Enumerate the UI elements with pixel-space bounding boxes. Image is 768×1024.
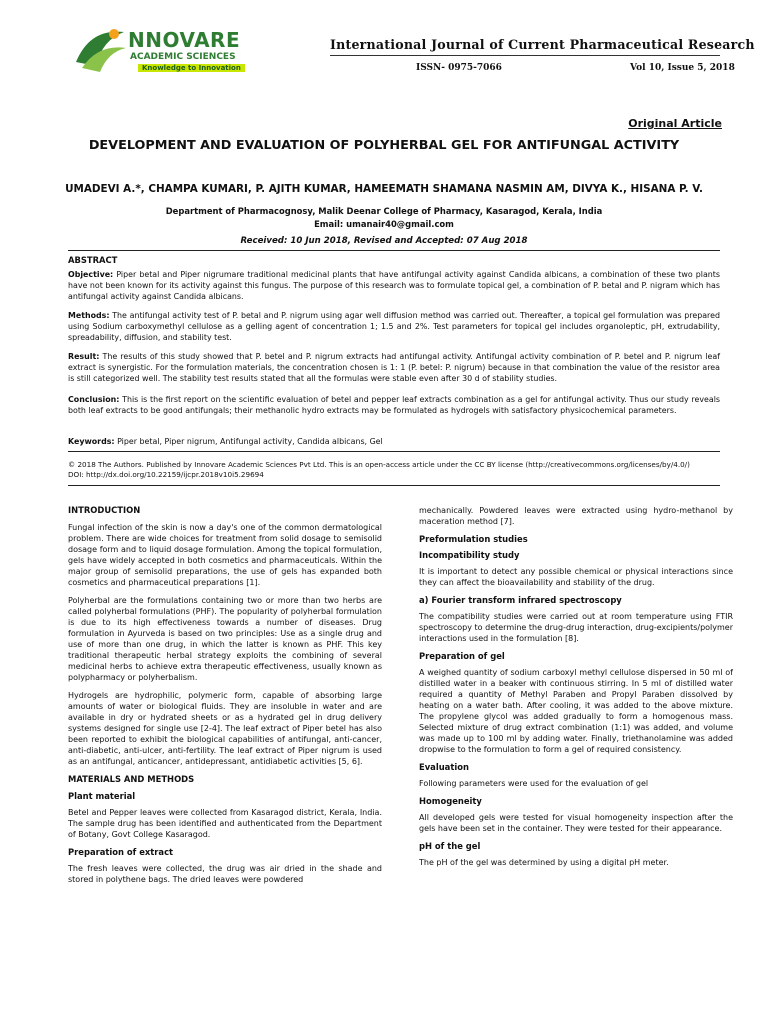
ftir-heading: a) Fourier transform infrared spectroscopy [419,595,622,605]
methods-label: Methods: [68,311,110,320]
copyright-line: © 2018 The Authors. Published by Innovare Academic Sciences Pvt Ltd. This is an open-access article under the CC BY license (http://creativecommons.org/licenses/by/4.0/) [68,460,690,469]
ph-paragraph: The pH of the gel was determined by using a digital pH meter. [419,858,669,867]
received-dates: Received: 10 Jun 2018, Revised and Accepted: 07 Aug 2018 [240,236,528,246]
evaluation-heading: Evaluation [419,762,469,772]
objective-text: Piper betal and Piper nigrumare traditional medicinal plants that have antifungal activity against Candida albicans, a combination of these two plants have not been known for its activity against this fungus. The purpose of this research was to formulate topical gel, a combination of P. betal and P. nigram which has antifungal activity against Candida albicans. [68,270,721,301]
extract-prep-heading: Preparation of extract [68,847,174,857]
gel-prep-heading: Preparation of gel [419,651,505,661]
methods-text: The antifungal activity test of P. betal and P. nigrum using agar well diffusion method was carried out. Thereafter, a topical gel formulation was prepared using Sodium carboxymethyl cellulose as a gelling agent of concentration 1; 1.5 and 2%. Test parameters for topical gel includes organoleptic, pH, extrudability, spreadability, diffusion, and stability test. [68,311,720,342]
homogeneity-heading: Homogeneity [419,796,482,806]
evaluation-paragraph: Following parameters were used for the evaluation of gel [419,779,649,788]
publisher-logo [68,22,268,82]
conclusion-text: This is the first report on the scientific evaluation of betel and pepper leaf extracts combination as a gel for antifungal activity. Thus our study reveals both leaf extracts to be good antifungals; their methanolic hydro extracts may be formulated as hydrogels with satisfactory physicochemical parameters. [68,395,720,415]
logo-tagline: Knowledge to Innovation [138,64,245,72]
affiliation: Department of Pharmacognosy, Malik Deenar College of Pharmacy, Kasaragod, Kerala, India [165,206,603,216]
extract-prep-continued: mechanically. Powdered leaves were extracted using hydro-methanol by maceration method [7]. [419,506,733,526]
conclusion-label: Conclusion: [68,395,120,404]
introduction-heading: INTRODUCTION [68,505,141,515]
result-text: The results of this study showed that P. betel and P. nigrum extracts had antifungal activity. Antifungal activity combination of P. betel and P. nigrum leaf extract is synergistic. For the formulation materials, the concentration chosen is 1: 1 (P. betel: P. nigrum) because in that combination the value of the resistor area is still categorized well. The stability test results stated that all the formulas were stable even after 30 d of stability studies. [68,352,720,383]
incompatibility-heading: Incompatibility study [419,550,520,560]
incompatibility-paragraph: It is important to detect any possible chemical or physical interactions since they can affect the bioavailability and stability of the drug. [419,567,733,587]
keywords-label: Keywords: [68,437,115,446]
abstract-objective [68,270,720,302]
objective-label: Objective: [68,270,114,279]
doi-link[interactable]: DOI: http://dx.doi.org/10.22159/ijcpr.2018v10i5.29694 [68,470,264,479]
author-list: UMADEVI A.*, CHAMPA KUMARI, P. AJITH KUMAR, HAMEEMATH SHAMANA NASMIN AM, DIVYA K., HISANA P. V. [65,183,703,195]
article-type: Original Article [628,117,722,130]
abstract-bottom-rule [68,451,720,452]
corresponding-email: Email: umanair40@gmail.com [314,219,454,229]
header-divider [330,55,720,56]
journal-title: International Journal of Current Pharmaceutical Research [330,37,755,52]
article-title: DEVELOPMENT AND EVALUATION OF POLYHERBAL GEL FOR ANTIFUNGAL ACTIVITY [88,138,680,153]
abstract-heading: ABSTRACT [68,255,118,265]
plant-material-heading: Plant material [68,791,136,801]
abstract-methods [68,311,720,343]
copyright-notice [68,460,720,480]
logo-subtitle: ACADEMIC SCIENCES [130,52,236,62]
abstract-top-rule [68,250,720,251]
ftir-paragraph: The compatibility studies were carried out at room temperature using FTIR spectroscopy to determine the drug-drug interaction, drug-excipients/polymer interactions used in the formulation [8]. [419,612,733,643]
preformulation-heading: Preformulation studies [419,534,528,544]
copyright-rule [68,485,720,486]
intro-paragraph: Polyherbal are the formulations containing two or more than two herbs are called polyherbal formulations (PHF). The popularity of polyherbal formulation is due to its high effectiveness towards a number of diseases. Drug formulation in Ayurveda is based on two principles: Use as a single drug and use of more than one drug, in which the latter is known as PHF. This key traditional therapeutic herbal strategy exploits the combining of several medicinal herbs to achieve extra therapeutic effectiveness, usually known as polypharmacy or polyherbalism. [68,596,382,682]
abstract-conclusion [68,395,720,417]
abstract-keywords [68,437,720,448]
abstract-result [68,352,720,384]
intro-paragraph: Fungal infection of the skin is now a day's one of the common dermatological problem. There are wide choices for treatment from solid dosage to semisolid dosage form and to liquid dosage formulation. Among the topical formulation, gels have widely accepted in both cosmetics and pharmaceuticals. Within the major group of semisolid preparations, the use of gels has expanded both cosmetics and pharmaceutical preparations [1]. [68,523,382,587]
body-left-column [68,505,382,892]
keywords-text: Piper betal, Piper nigrum, Antifungal activity, Candida albicans, Gel [117,437,383,446]
logo-wordmark: NNOVARE [128,28,241,52]
result-label: Result: [68,352,100,361]
homogeneity-paragraph: All developed gels were tested for visual homogeneity inspection after the gels have been set in the container. They were tested for their appearance. [419,813,733,833]
plant-material-paragraph: Betel and Pepper leaves were collected from Kasaragod district, Kerala, India. The sample drug has been identified and authenticated from the Department of Botany, Govt College Kasaragod. [68,808,382,839]
volume-issue: Vol 10, Issue 5, 2018 [630,63,735,73]
materials-methods-heading: MATERIALS AND METHODS [68,774,195,784]
gel-prep-paragraph: A weighed quantity of sodium carboxyl methyl cellulose dispersed in 50 ml of distilled water in a beaker with continuous stirring. In 5 ml of distilled water required a quantity of Methyl Paraben and Propyl Paraben dissolved by heating on a water bath. After cooling, it was added to the above mixture. The propylene glycol was added gradually to form a homogenous mass. Selected mixture of drug extract combination (1:1) was added, and volume was made up to 100 ml by adding water. Finally, triethanolamine was added dropwise to the formulation to form a gel of required consistency. [419,668,733,754]
extract-prep-paragraph: The fresh leaves were collected, the drug was air dried in the shade and stored in polythene bags. The dried leaves were powdered [68,864,382,884]
ph-heading: pH of the gel [419,841,481,851]
body-right-column [419,505,733,875]
intro-paragraph: Hydrogels are hydrophilic, polymeric form, capable of absorbing large amounts of water or biological fluids. They are insoluble in water and are available in dry or hydrated sheets or as a hydrated gel in drug delivery systems designed for single use [2-4]. The leaf extract of Piper betel has also been reported to exhibit the biological capabilities of antifungal, anti-cancer, anti-diabetic, anti-ulcer, anti-fertility. The leaf extract of Piper nigrum is used as an antifungal, anticancer, antidepressant, antidiabetic activities [5, 6]. [68,691,382,766]
issn: ISSN- 0975-7066 [416,63,502,73]
